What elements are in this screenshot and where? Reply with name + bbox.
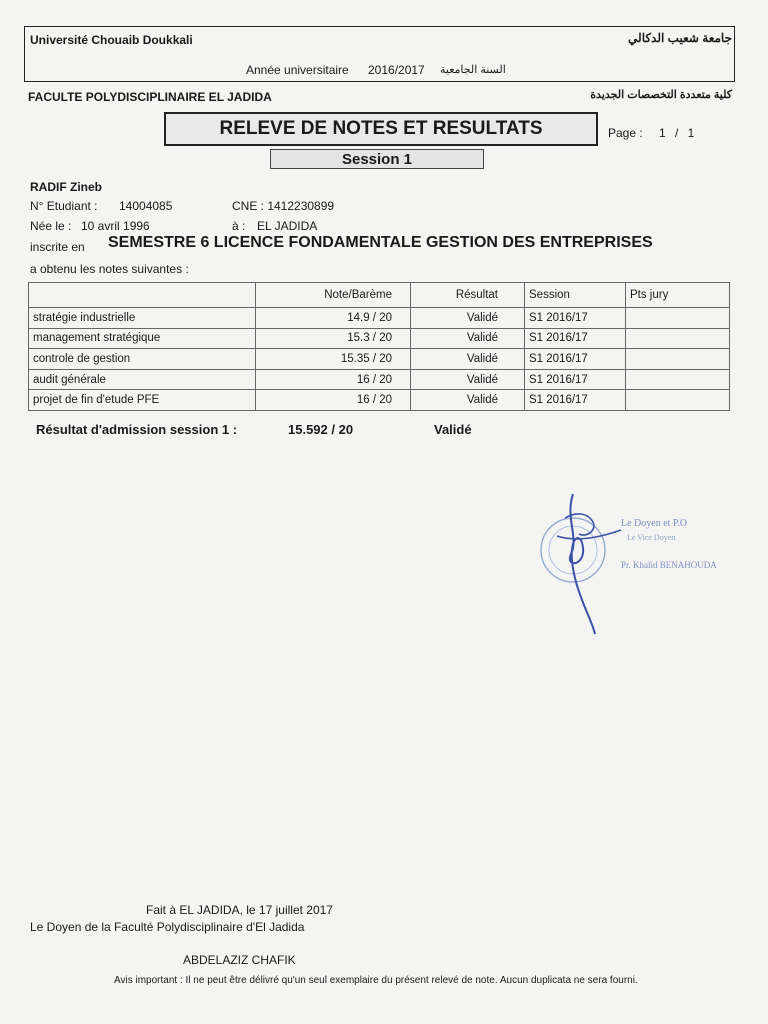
module-note: 16 / 20 [256, 390, 411, 411]
admission-label: Résultat d'admission session 1 : [36, 422, 238, 437]
module-note: 14.9 / 20 [256, 308, 411, 329]
faculty-name-fr: FACULTE POLYDISCIPLINAIRE EL JADIDA [28, 90, 272, 104]
academic-year-value: 2016/2017 [368, 63, 425, 77]
table-row [29, 390, 730, 411]
header-session: Session [525, 283, 626, 308]
module-result: Validé [411, 349, 525, 370]
table-header-row [29, 283, 730, 308]
stamp-line-1: Le Doyen et P.O [621, 518, 688, 529]
module-session: S1 2016/17 [525, 390, 626, 411]
header-note: Note/Barème [256, 283, 411, 308]
header-result: Résultat [411, 283, 525, 308]
table-row [29, 349, 730, 370]
module-pts-jury [626, 328, 730, 349]
doyen-name: ABDELAZIZ CHAFIK [183, 953, 296, 967]
birth-date-label: Née le : [30, 219, 72, 233]
inscrite-label: inscrite en [30, 240, 85, 254]
academic-year-label: Année universitaire [246, 63, 349, 77]
student-number-value: 14004085 [119, 199, 173, 213]
module-session: S1 2016/17 [525, 328, 626, 349]
stamp-line-3: Pr. Khalid BENAHOUDA [621, 560, 717, 570]
module-pts-jury [626, 308, 730, 329]
module-result: Validé [411, 369, 525, 390]
signature-stamp [535, 488, 735, 638]
grades-table [28, 282, 730, 411]
module-pts-jury [626, 390, 730, 411]
program-name: SEMESTRE 6 LICENCE FONDAMENTALE GESTION DES ENTREPRISES [108, 234, 653, 251]
table-row [29, 369, 730, 390]
table-row [29, 328, 730, 349]
module-note: 15.35 / 20 [256, 349, 411, 370]
header-module [29, 283, 256, 308]
cne-number: CNE : 1412230899 [232, 199, 335, 213]
admission-note: 15.592 / 20 [288, 422, 354, 437]
birth-date-value: 10 avril 1996 [81, 219, 150, 233]
birth-place-value: EL JADIDA [257, 219, 318, 233]
fait-a-line: Fait à EL JADIDA, le 17 juillet 2017 [146, 903, 333, 917]
module-pts-jury [626, 349, 730, 370]
obtained-grades-label: a obtenu les notes suivantes : [30, 262, 189, 276]
module-result: Validé [411, 328, 525, 349]
module-name: stratégie industrielle [29, 308, 256, 329]
birth-place-label: à : [232, 219, 246, 233]
student-name: RADIF Zineb [30, 180, 102, 194]
document-title: RELEVE DE NOTES ET RESULTATS [164, 112, 598, 146]
doyen-title: Le Doyen de la Faculté Polydisciplinaire d'El Jadida [30, 920, 305, 934]
module-name: controle de gestion [29, 349, 256, 370]
module-result: Validé [411, 390, 525, 411]
module-result: Validé [411, 308, 525, 329]
university-name-ar: جامعة شعيب الدكالي [628, 31, 732, 45]
table-row [29, 308, 730, 329]
module-name: projet de fin d'etude PFE [29, 390, 256, 411]
module-name: audit générale [29, 369, 256, 390]
module-note: 15.3 / 20 [256, 328, 411, 349]
faculty-name-ar: كلية متعددة التخصصات الجديدة [590, 89, 732, 101]
module-session: S1 2016/17 [525, 349, 626, 370]
session-title: Session 1 [270, 149, 484, 169]
student-number-label: N° Etudiant : [30, 199, 98, 213]
page-label: Page : [608, 126, 643, 140]
module-name: management stratégique [29, 328, 256, 349]
stamp-line-2: Le Vice Doyen [627, 533, 676, 542]
academic-year-ar: السنة الجامعية [440, 64, 506, 76]
module-session: S1 2016/17 [525, 369, 626, 390]
header-pts-jury: Pts jury [626, 283, 730, 308]
module-session: S1 2016/17 [525, 308, 626, 329]
admission-result: Validé [434, 422, 472, 437]
module-note: 16 / 20 [256, 369, 411, 390]
university-name-fr: Université Chouaib Doukkali [30, 33, 193, 47]
module-pts-jury [626, 369, 730, 390]
page-number: 1 / 1 [659, 126, 695, 140]
important-notice: Avis important : Il ne peut être délivré qu'un seul exemplaire du présent relevé de note. Aucun duplicata ne sera fourni. [114, 975, 638, 986]
